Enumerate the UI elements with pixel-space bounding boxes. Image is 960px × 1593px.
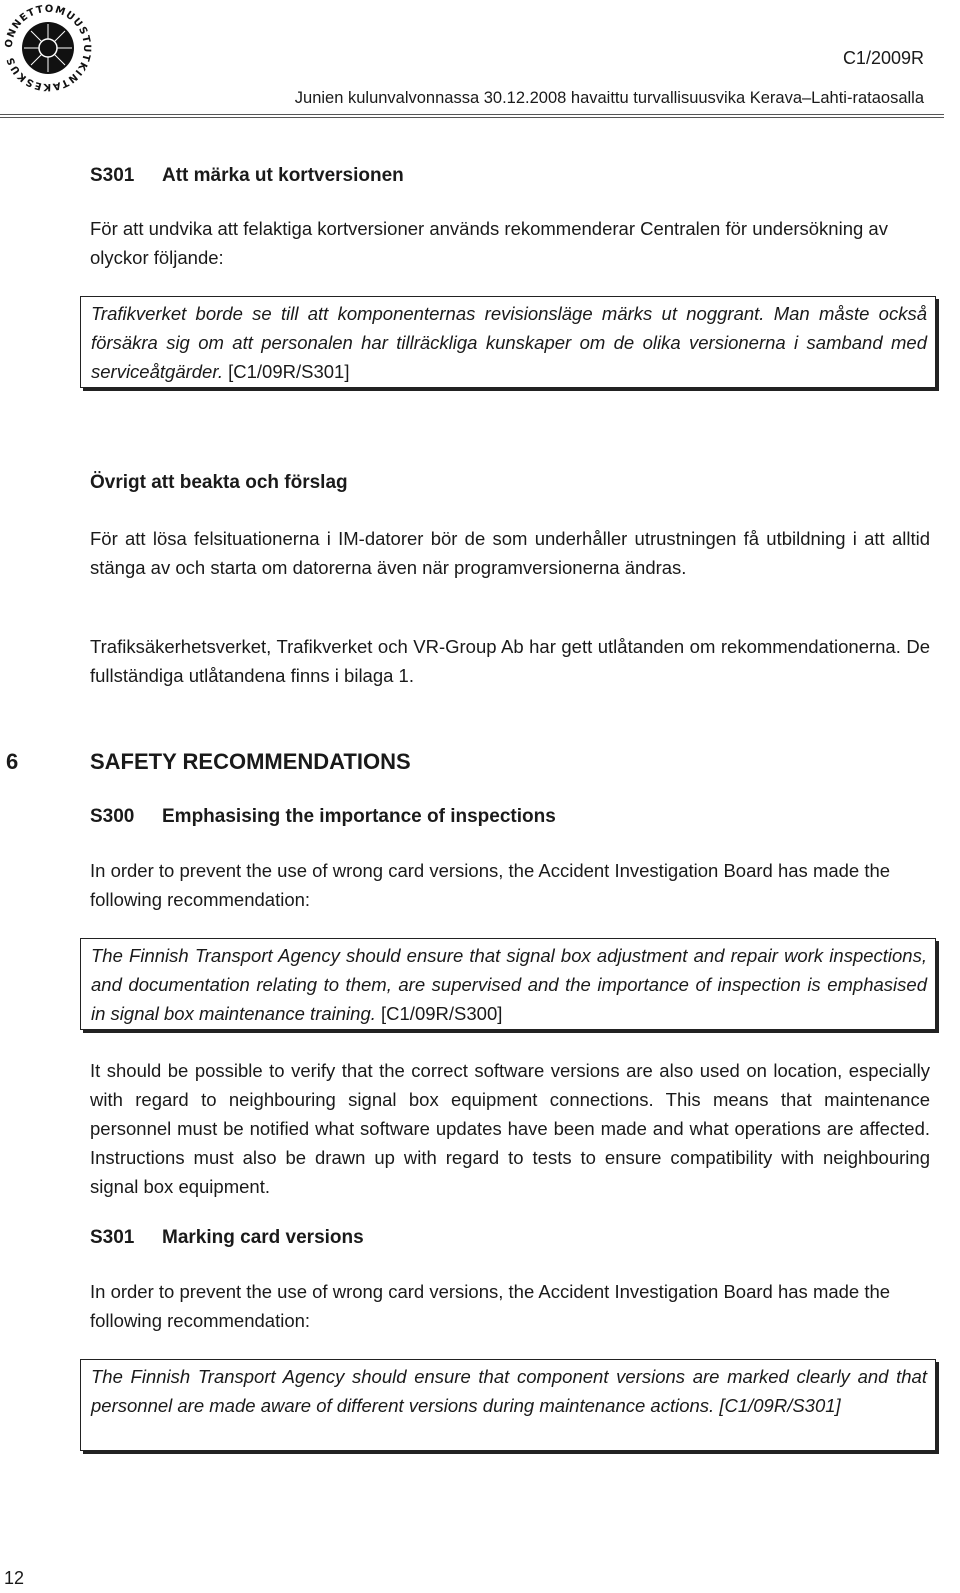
chapter-title: SAFETY RECOMMENDATIONS [90, 749, 411, 774]
section-title: Att märka ut kortversionen [162, 165, 404, 186]
recommendation-text: Trafikverket borde se till att komponenternas revisionsläge märks ut noggrant. Man måste också försäkra sig om att personalen har tillräckliga kunskaper om de olika versionerna i samband med serviceåtgärder. [91, 303, 927, 382]
section-number: S301 [90, 1227, 135, 1248]
section-heading-s300 [90, 806, 556, 828]
recommendation-box-s301-sv [80, 296, 936, 388]
page-number: 12 [4, 1568, 25, 1588]
section-heading-s301-en [90, 1227, 364, 1249]
recommendation-ref: [C1/09R/S301] [228, 361, 350, 382]
recommendation-text: The Finnish Transport Agency should ensure that component versions are marked clearly and that personnel are made aware of different versions during maintenance actions. [C1/09R/S301] [91, 1366, 927, 1416]
report-code: C1/2009R [842, 48, 924, 68]
chapter-number: 6 [6, 749, 19, 774]
paragraph-s300-followup: It should be possible to verify that the correct software versions are also used on location, especially with regard to neighbouring signal box equipment connections. This means that maintenance personnel must be notified what software updates have been made and what operations are affected. Instructions must also be drawn up with regard to tests to ensure compatibility with neighbouring signal box equipment. [90, 1060, 930, 1197]
recommendation-box-s301-en [80, 1359, 936, 1451]
paragraph-s301-intro-sv: För att undvika att felaktiga kortversioner används rekommenderar Centralen för undersökning av olyckor följande: [90, 218, 888, 268]
paragraph-other-2: Trafiksäkerhetsverket, Trafikverket och VR-Group Ab har gett utlåtanden om rekommendationerna. De fullständiga utlåtandena finns i bilaga 1. [90, 636, 930, 686]
organization-logo [0, 0, 96, 96]
section-number: S300 [90, 806, 135, 827]
chapter-heading [6, 749, 411, 775]
paragraph-s301-intro-en: In order to prevent the use of wrong card versions, the Accident Investigation Board has made the following recommendation: [90, 1281, 891, 1331]
svg-text:ONNETTOMUUSTUTKINTAKESKUS: ONNETTOMUUSTUTKINTAKESKUS [3, 3, 93, 93]
report-subtitle: Junien kulunvalvonnassa 30.12.2008 havaittu turvallisuusvika Kerava–Lahti-rataosalla [294, 89, 924, 107]
section-number: S301 [90, 165, 135, 186]
section-title: Marking card versions [162, 1227, 364, 1248]
section-heading-other: Övrigt att beakta och förslag [90, 472, 348, 493]
paragraph-s300-intro: In order to prevent the use of wrong card versions, the Accident Investigation Board has made the following recommendation: [90, 860, 891, 910]
section-heading-s301-sv [90, 165, 404, 187]
paragraph-other-1: För att lösa felsituationerna i IM-datorer bör de som underhåller utrustningen få utbildning i att alltid stänga av och starta om datorerna även när programversionerna ändras. [90, 528, 930, 578]
recommendation-box-s300 [80, 938, 936, 1030]
section-title: Emphasising the importance of inspections [162, 806, 556, 827]
recommendation-ref: [C1/09R/S300] [381, 1003, 503, 1024]
header-divider [0, 114, 944, 115]
header-divider-secondary [0, 117, 944, 118]
recommendation-text: The Finnish Transport Agency should ensure that signal box adjustment and repair work inspections, and documentation relating to them, are supervised and the importance of inspection is emphasised in signal box maintenance training. [91, 945, 927, 1024]
